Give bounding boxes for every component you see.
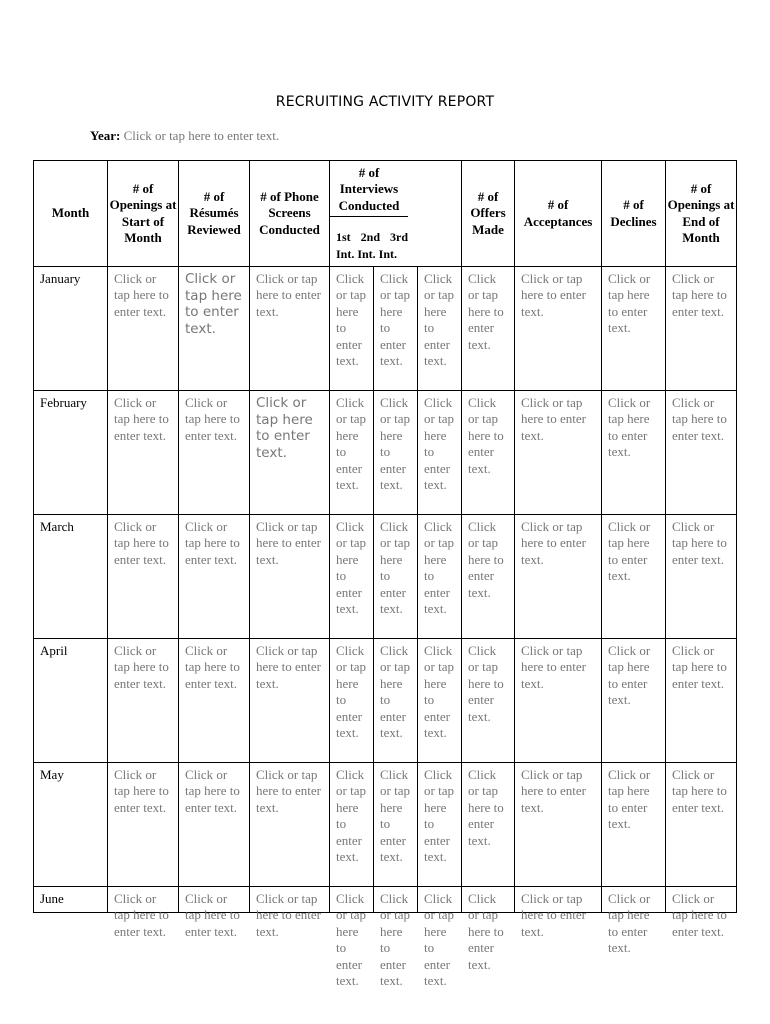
acceptances-field[interactable]: Click or tap here to enter text.: [515, 391, 602, 515]
offers-field[interactable]: Click or tap here to enter text.: [462, 639, 515, 763]
acceptances-field[interactable]: Click or tap here to enter text.: [515, 887, 602, 913]
offers-field[interactable]: Click or tap here to enter text.: [462, 763, 515, 887]
table-row: [34, 391, 737, 515]
openings-start-field[interactable]: Click or tap here to enter text.: [108, 391, 179, 515]
header-row: [34, 161, 737, 267]
month-cell: February: [34, 391, 108, 515]
resumes-field[interactable]: Click or tap here to enter text.: [179, 515, 250, 639]
declines-field[interactable]: Click or tap here to enter text.: [602, 391, 666, 515]
header-month: Month: [34, 161, 108, 267]
openings-end-field[interactable]: Click or tap here to enter text.: [666, 887, 737, 913]
header-interviews: [330, 161, 462, 267]
acceptances-field[interactable]: Click or tap here to enter text.: [515, 763, 602, 887]
phone-screens-field[interactable]: Click or tap here to enter text.: [250, 267, 330, 391]
year-placeholder[interactable]: Click or tap here to enter text.: [123, 128, 280, 143]
interview-2-field[interactable]: Click or tap here to enter text.: [374, 515, 418, 639]
offers-field[interactable]: Click or tap here to enter text.: [462, 267, 515, 391]
acceptances-field[interactable]: Click or tap here to enter text.: [515, 267, 602, 391]
interview-3-field[interactable]: Click or tap here to enter text.: [418, 887, 462, 913]
header-openings-end: # of Openings at End of Month: [666, 161, 737, 267]
interview-1-field[interactable]: Click or tap here to enter text.: [330, 391, 374, 515]
year-label: Year:: [90, 128, 121, 143]
header-acceptances: # of Acceptances: [515, 161, 602, 267]
header-declines: # of Declines: [602, 161, 666, 267]
header-offers: # of Offers Made: [462, 161, 515, 267]
table-row: [34, 639, 737, 763]
report-title: RECRUITING ACTIVITY REPORT: [275, 94, 495, 110]
openings-start-field[interactable]: Click or tap here to enter text.: [108, 267, 179, 391]
header-resumes: # of Résumés Reviewed: [179, 161, 250, 267]
header-openings-start: # of Openings at Start of Month: [108, 161, 179, 267]
interview-3-field[interactable]: Click or tap here to enter text.: [418, 763, 462, 887]
table-row: [34, 267, 737, 391]
interview-2-field[interactable]: Click or tap here to enter text.: [374, 887, 418, 913]
phone-screens-field[interactable]: Click or tap here to enter text.: [250, 515, 330, 639]
resumes-field[interactable]: Click or tap here to enter text.: [179, 763, 250, 887]
openings-end-field[interactable]: Click or tap here to enter text.: [666, 391, 737, 515]
interview-2-field[interactable]: Click or tap here to enter text.: [374, 763, 418, 887]
resumes-field[interactable]: Click or tap here to enter text.: [179, 639, 250, 763]
declines-field[interactable]: Click or tap here to enter text.: [602, 639, 666, 763]
table-row: [34, 887, 737, 913]
declines-field[interactable]: Click or tap here to enter text.: [602, 267, 666, 391]
table-row: [34, 515, 737, 639]
phone-screens-field[interactable]: Click or tap here to enter text.: [250, 391, 330, 515]
interview-1-field[interactable]: Click or tap here to enter text.: [330, 763, 374, 887]
interview-3-field[interactable]: Click or tap here to enter text.: [418, 391, 462, 515]
interview-3-field[interactable]: Click or tap here to enter text.: [418, 639, 462, 763]
declines-field[interactable]: Click or tap here to enter text.: [602, 887, 666, 913]
openings-end-field[interactable]: Click or tap here to enter text.: [666, 763, 737, 887]
declines-field[interactable]: Click or tap here to enter text.: [602, 515, 666, 639]
declines-field[interactable]: Click or tap here to enter text.: [602, 763, 666, 887]
openings-start-field[interactable]: Click or tap here to enter text.: [108, 887, 179, 913]
interview-2-field[interactable]: Click or tap here to enter text.: [374, 267, 418, 391]
resumes-field[interactable]: Click or tap here to enter text.: [179, 391, 250, 515]
acceptances-field[interactable]: Click or tap here to enter text.: [515, 515, 602, 639]
openings-end-field[interactable]: Click or tap here to enter text.: [666, 515, 737, 639]
interview-2-field[interactable]: Click or tap here to enter text.: [374, 639, 418, 763]
openings-end-field[interactable]: Click or tap here to enter text.: [666, 267, 737, 391]
interview-3-field[interactable]: Click or tap here to enter text.: [418, 267, 462, 391]
month-cell: June: [34, 887, 108, 913]
header-interview-abbrev: Int. Int. Int.: [336, 246, 398, 261]
phone-screens-field[interactable]: Click or tap here to enter text.: [250, 887, 330, 913]
phone-screens-field[interactable]: Click or tap here to enter text.: [250, 639, 330, 763]
month-cell: January: [34, 267, 108, 391]
resumes-field[interactable]: Click or tap here to enter text.: [179, 887, 250, 913]
interview-1-field[interactable]: Click or tap here to enter text.: [330, 267, 374, 391]
openings-start-field[interactable]: Click or tap here to enter text.: [108, 515, 179, 639]
openings-end-field[interactable]: Click or tap here to enter text.: [666, 639, 737, 763]
month-cell: May: [34, 763, 108, 887]
recruiting-table: [33, 160, 737, 989]
header-phone-screens: # of Phone Screens Conducted: [250, 161, 330, 267]
openings-start-field[interactable]: Click or tap here to enter text.: [108, 639, 179, 763]
resumes-field[interactable]: Click or tap here to enter text.: [179, 267, 250, 391]
month-cell: April: [34, 639, 108, 763]
header-interviews-label: # of Interviews Conducted: [330, 161, 408, 217]
table-row: [34, 763, 737, 887]
interview-1-field[interactable]: Click or tap here to enter text.: [330, 515, 374, 639]
offers-field[interactable]: Click or tap here to enter text.: [462, 391, 515, 515]
month-cell: March: [34, 515, 108, 639]
offers-field[interactable]: Click or tap here to enter text.: [462, 887, 515, 913]
header-interview-rounds: 1st 2nd 3rd: [336, 230, 409, 245]
interview-3-field[interactable]: Click or tap here to enter text.: [418, 515, 462, 639]
offers-field[interactable]: Click or tap here to enter text.: [462, 515, 515, 639]
acceptances-field[interactable]: Click or tap here to enter text.: [515, 639, 602, 763]
interview-2-field[interactable]: Click or tap here to enter text.: [374, 391, 418, 515]
interview-1-field[interactable]: Click or tap here to enter text.: [330, 639, 374, 763]
openings-start-field[interactable]: Click or tap here to enter text.: [108, 763, 179, 887]
phone-screens-field[interactable]: Click or tap here to enter text.: [250, 763, 330, 887]
year-field[interactable]: [90, 128, 279, 144]
interview-1-field[interactable]: Click or tap here to enter text.: [330, 887, 374, 913]
